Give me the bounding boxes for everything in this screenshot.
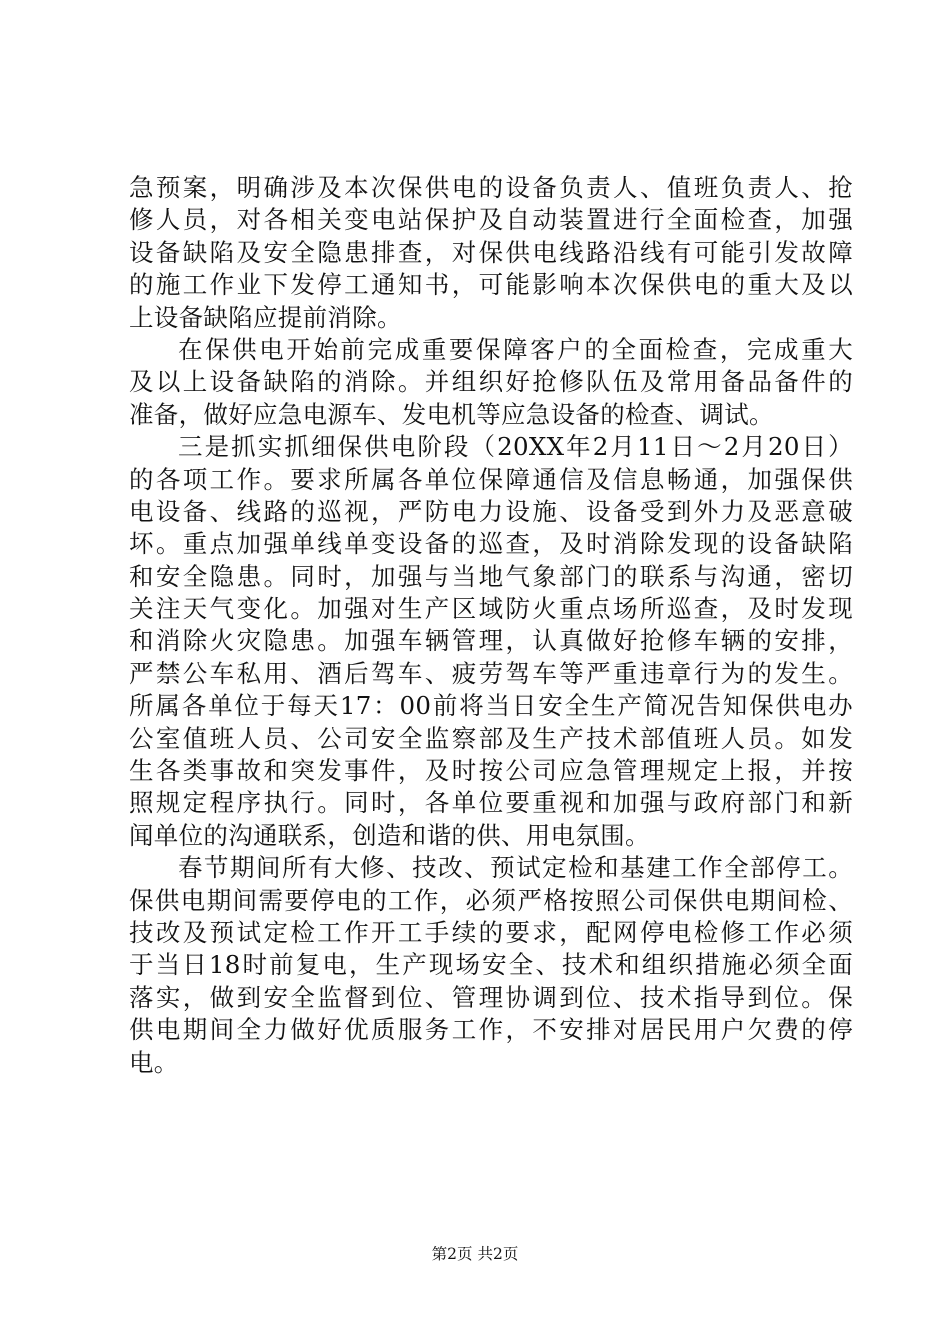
text-line: 生各类事故和突发事件，及时按公司应急管理规定上报，并按: [129, 756, 853, 786]
text-line: 电。: [129, 1047, 179, 1077]
text-line: 及以上设备缺陷的消除。并组织好抢修队伍及常用备品备件的: [129, 367, 853, 397]
text-line: 修人员，对各相关变电站保护及自动装置进行全面检查，加强: [129, 205, 853, 235]
text-line: 闻单位的沟通联系，创造和谐的供、用电氛围。: [129, 820, 650, 850]
text-line: 关注天气变化。加强对生产区域防火重点场所巡查，及时发现: [129, 594, 853, 624]
text-line: 急预案，明确涉及本次保供电的设备负责人、值班负责人、抢: [129, 173, 853, 202]
text-line: 设备缺陷及安全隐患排查，对保供电线路沿线有可能引发故障: [129, 237, 853, 267]
text-line: 严禁公车私用、酒后驾车、疲劳驾车等严重违章行为的发生。: [129, 658, 853, 688]
text-line: 坏。重点加强单线单变设备的巡查，及时消除发现的设备缺陷: [129, 529, 853, 559]
text-line: 电设备、线路的巡视，严防电力设施、设备受到外力及恶意破: [129, 496, 853, 526]
text-line: 供电期间全力做好优质服务工作，不安排对居民用户欠费的停: [129, 1015, 853, 1045]
text-line: 的施工作业下发停工通知书，可能影响本次保供电的重大及以: [129, 270, 853, 300]
text-line: 三是抓实抓细保供电阶段（20XX年2月11日～2月20日）: [178, 432, 853, 462]
text-line: 春节期间所有大修、技改、预试定检和基建工作全部停工。: [178, 853, 853, 883]
text-line: 公室值班人员、公司安全监察部及生产技术部值班人员。如发: [129, 723, 853, 753]
text-line: 准备，做好应急电源车、发电机等应急设备的检查、调试。: [129, 399, 774, 429]
page-footer: 第2页 共2页: [431, 1245, 519, 1263]
text-line: 的各项工作。要求所属各单位保障通信及信息畅通，加强保供: [129, 464, 853, 494]
text-line: 于当日18时前复电，生产现场安全、技术和组织措施必须全面: [129, 950, 853, 980]
text-line: 技改及预试定检工作开工手续的要求，配网停电检修工作必须: [129, 917, 853, 947]
text-line: 上设备缺陷应提前消除。: [129, 302, 402, 332]
text-line: 在保供电开始前完成重要保障客户的全面检查，完成重大: [178, 334, 853, 364]
text-line: 所属各单位于每天17：00前将当日安全生产简况告知保供电办: [129, 691, 853, 721]
text-line: 和消除火灾隐患。加强车辆管理，认真做好抢修车辆的安排，: [129, 626, 853, 656]
document-body: [129, 172, 853, 1079]
text-line: 和安全隐患。同时，加强与当地气象部门的联系与沟通，密切: [129, 561, 853, 591]
text-line: 落实，做到安全监督到位、管理协调到位、技术指导到位。保: [129, 982, 853, 1012]
text-line: 照规定程序执行。同时，各单位要重视和加强与政府部门和新: [129, 788, 853, 818]
text-line: 保供电期间需要停电的工作，必须严格按照公司保供电期间检、: [129, 885, 853, 915]
